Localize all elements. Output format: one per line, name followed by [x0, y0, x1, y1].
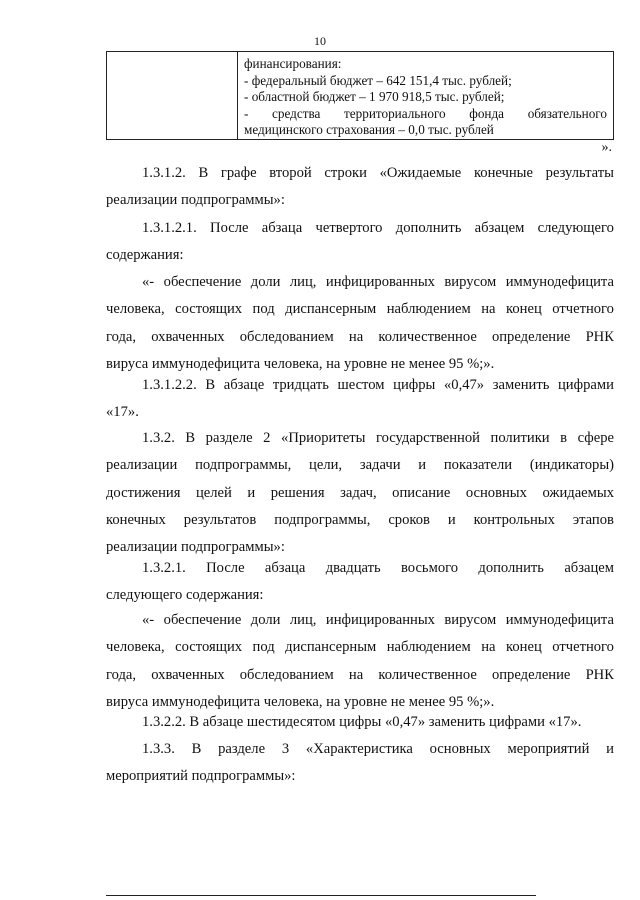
word: отчетного — [552, 301, 614, 318]
word: охваченных — [151, 666, 225, 683]
word: и — [447, 511, 456, 528]
page-number: 10 — [314, 34, 326, 48]
word: абзацем — [564, 560, 614, 576]
word: отчетного — [552, 639, 614, 656]
word: основных — [429, 741, 491, 757]
word: абзаца — [264, 560, 306, 576]
word: охваченных — [151, 328, 225, 345]
word: человека, — [106, 639, 165, 656]
word: мероприятий — [507, 741, 590, 757]
text-line — [106, 736, 614, 763]
word: обследованием — [239, 666, 334, 683]
word: 2 — [263, 430, 271, 446]
financing-line: - областной бюджет – 1 970 918,5 тыс. рублей; — [244, 89, 505, 104]
paragraph-1-3-2 — [106, 425, 614, 561]
word: 1.3.1.2. — [142, 165, 186, 181]
financing-cell — [238, 52, 613, 139]
word: четвертого — [315, 220, 383, 236]
word: РНК — [585, 666, 614, 683]
word: 1.3.1.2.1. — [142, 220, 197, 236]
financing-line: - федеральный бюджет – 642 151,4 тыс. рублей; — [244, 72, 512, 88]
word: абзаца — [261, 220, 303, 236]
table-empty-cell — [107, 52, 238, 139]
text-line: реализации подпрограммы»: — [106, 539, 285, 556]
word: диспансерным — [285, 639, 377, 656]
word: - — [244, 105, 249, 121]
word: дополнить — [395, 220, 462, 236]
word: заменить — [492, 377, 550, 393]
text-line — [106, 555, 614, 582]
text-line: вируса иммунодефицита человека, на уровне не менее 95 %;». — [106, 355, 495, 372]
word: инфицированных — [325, 612, 435, 628]
word: (индикаторы) — [529, 457, 614, 474]
paragraph-1-3-1-2-1 — [106, 215, 614, 270]
word: 1.3.3. — [142, 741, 175, 757]
word: средства — [272, 105, 321, 121]
word: определение — [491, 328, 571, 345]
paragraph-1-3-2-2 — [106, 709, 614, 736]
word: 1.3.2.1. — [142, 560, 186, 576]
word: строки — [324, 165, 367, 181]
word: подпрограммы, — [195, 457, 292, 474]
footer-rule — [106, 895, 536, 896]
paragraph-1-3-1-2 — [106, 160, 614, 215]
word: наблюдением — [386, 301, 471, 318]
word: количественное — [378, 666, 477, 683]
paragraph-quote-1 — [106, 269, 614, 378]
word: абзацем — [474, 220, 525, 236]
word: доли — [250, 274, 281, 290]
text-line — [106, 480, 614, 507]
word: на — [348, 666, 364, 683]
word: лиц, — [289, 612, 317, 628]
word: цифры — [393, 377, 436, 393]
word: наблюдением — [386, 639, 471, 656]
word: «Характеристика — [305, 741, 413, 757]
text-line: содержания: — [106, 247, 184, 264]
word: сфере — [577, 430, 614, 446]
text-line: реализации подпрограммы»: — [106, 192, 285, 209]
word: «- — [142, 612, 155, 628]
word: доли — [250, 612, 281, 628]
closing-quote: ». — [601, 140, 612, 155]
word: графе — [220, 165, 257, 181]
word: и — [247, 484, 256, 501]
paragraph-1-3-3 — [106, 736, 614, 791]
word: в — [560, 430, 568, 446]
word: основных — [465, 484, 527, 501]
word: вирусом — [444, 274, 497, 290]
word: реализации — [106, 457, 178, 474]
word: достижения — [106, 484, 181, 501]
word: состоящих — [175, 639, 243, 656]
word: второй — [269, 165, 312, 181]
word: описание — [392, 484, 451, 501]
word: лиц, — [289, 274, 317, 290]
word: обследованием — [239, 328, 334, 345]
word: цифрами — [558, 377, 614, 393]
word: обязательного — [527, 105, 607, 121]
text-line: следующего содержания: — [106, 587, 264, 604]
word: задачи — [359, 457, 401, 474]
word: и — [606, 741, 614, 757]
word: состоящих — [175, 301, 243, 318]
word: цели, — [309, 457, 343, 474]
financing-table — [106, 51, 614, 140]
word: В — [198, 165, 209, 181]
word: конец — [506, 301, 542, 318]
word: политики — [490, 430, 550, 446]
paragraph-1-3-2-1 — [106, 555, 614, 610]
financing-line — [244, 106, 607, 123]
text-line — [106, 662, 614, 689]
text-line — [106, 372, 614, 399]
text-line — [106, 425, 614, 452]
word: результаты — [545, 165, 614, 181]
word: В — [185, 430, 196, 446]
word: инфицированных — [325, 274, 435, 290]
text-line: 1.3.2.2. В абзаце шестидесятом цифры «0,47» заменить цифрами «17». — [142, 714, 582, 730]
word: под — [252, 639, 275, 656]
text-line — [106, 634, 614, 661]
word: следующего — [537, 220, 614, 236]
text-line — [106, 296, 614, 323]
word: ожидаемых — [542, 484, 614, 501]
word: показатели — [443, 457, 513, 474]
word: шестом — [337, 377, 385, 393]
word: конец — [506, 639, 542, 656]
text-line: вируса иммунодефицита человека, на уровне не менее 95 %;». — [106, 693, 495, 710]
word: После — [210, 220, 249, 236]
word: тридцать — [272, 377, 329, 393]
word: обеспечение — [163, 274, 242, 290]
word: дополнить — [478, 560, 544, 576]
word: «Приоритеты — [281, 430, 366, 446]
word: РНК — [585, 328, 614, 345]
text-line — [106, 452, 614, 479]
word: человека, — [106, 301, 165, 318]
word: территориального — [344, 105, 446, 121]
word: иммунодефицита — [505, 612, 614, 628]
word: фонда — [469, 105, 505, 121]
word: результатов — [183, 511, 257, 528]
word: целей — [195, 484, 232, 501]
word: разделе — [218, 741, 266, 757]
word: на — [481, 301, 496, 318]
text-line: мероприятий подпрограммы»: — [106, 768, 296, 785]
financing-line: финансирования: — [244, 56, 342, 71]
word: диспансерным — [285, 301, 377, 318]
word: разделе — [205, 430, 253, 446]
word: подпрограммы, — [274, 511, 371, 528]
word: сроков — [388, 511, 430, 528]
word: восьмого — [401, 560, 459, 576]
word: абзаце — [223, 377, 265, 393]
word: и — [418, 457, 427, 474]
text-line — [106, 215, 614, 242]
word: года, — [106, 666, 137, 683]
text-line — [106, 160, 614, 187]
word: обеспечение — [163, 612, 242, 628]
word: контрольных — [473, 511, 555, 528]
word: двадцать — [325, 560, 381, 576]
text-line: «17». — [106, 404, 139, 421]
word: под — [252, 301, 275, 318]
word: «Ожидаемые — [379, 165, 462, 181]
paragraph-1-3-1-2-2 — [106, 372, 614, 427]
word: В — [205, 377, 216, 393]
text-line — [106, 324, 614, 351]
word: определение — [491, 666, 571, 683]
word: количественное — [378, 328, 477, 345]
word: года, — [106, 328, 137, 345]
word: 3 — [281, 741, 290, 757]
word: конечные — [473, 165, 533, 181]
word: 1.3.1.2.2. — [142, 377, 197, 393]
word: конечных — [106, 511, 166, 528]
word: «- — [142, 274, 155, 290]
text-line — [106, 607, 614, 634]
financing-line: медицинского страхования – 0,0 тыс. рублей — [244, 122, 494, 137]
text-line — [106, 269, 614, 296]
paragraph-quote-2 — [106, 607, 614, 716]
word: на — [481, 639, 496, 656]
word: на — [348, 328, 364, 345]
word: 1.3.2. — [142, 430, 175, 446]
word: задач, — [340, 484, 377, 501]
word: этапов — [572, 511, 614, 528]
text-line — [106, 507, 614, 534]
word: В — [191, 741, 202, 757]
word: вирусом — [444, 612, 497, 628]
word: После — [206, 560, 245, 576]
word: государственной — [375, 430, 480, 446]
word: «0,47» — [443, 377, 485, 393]
word: решения — [270, 484, 325, 501]
word: иммунодефицита — [505, 274, 614, 290]
